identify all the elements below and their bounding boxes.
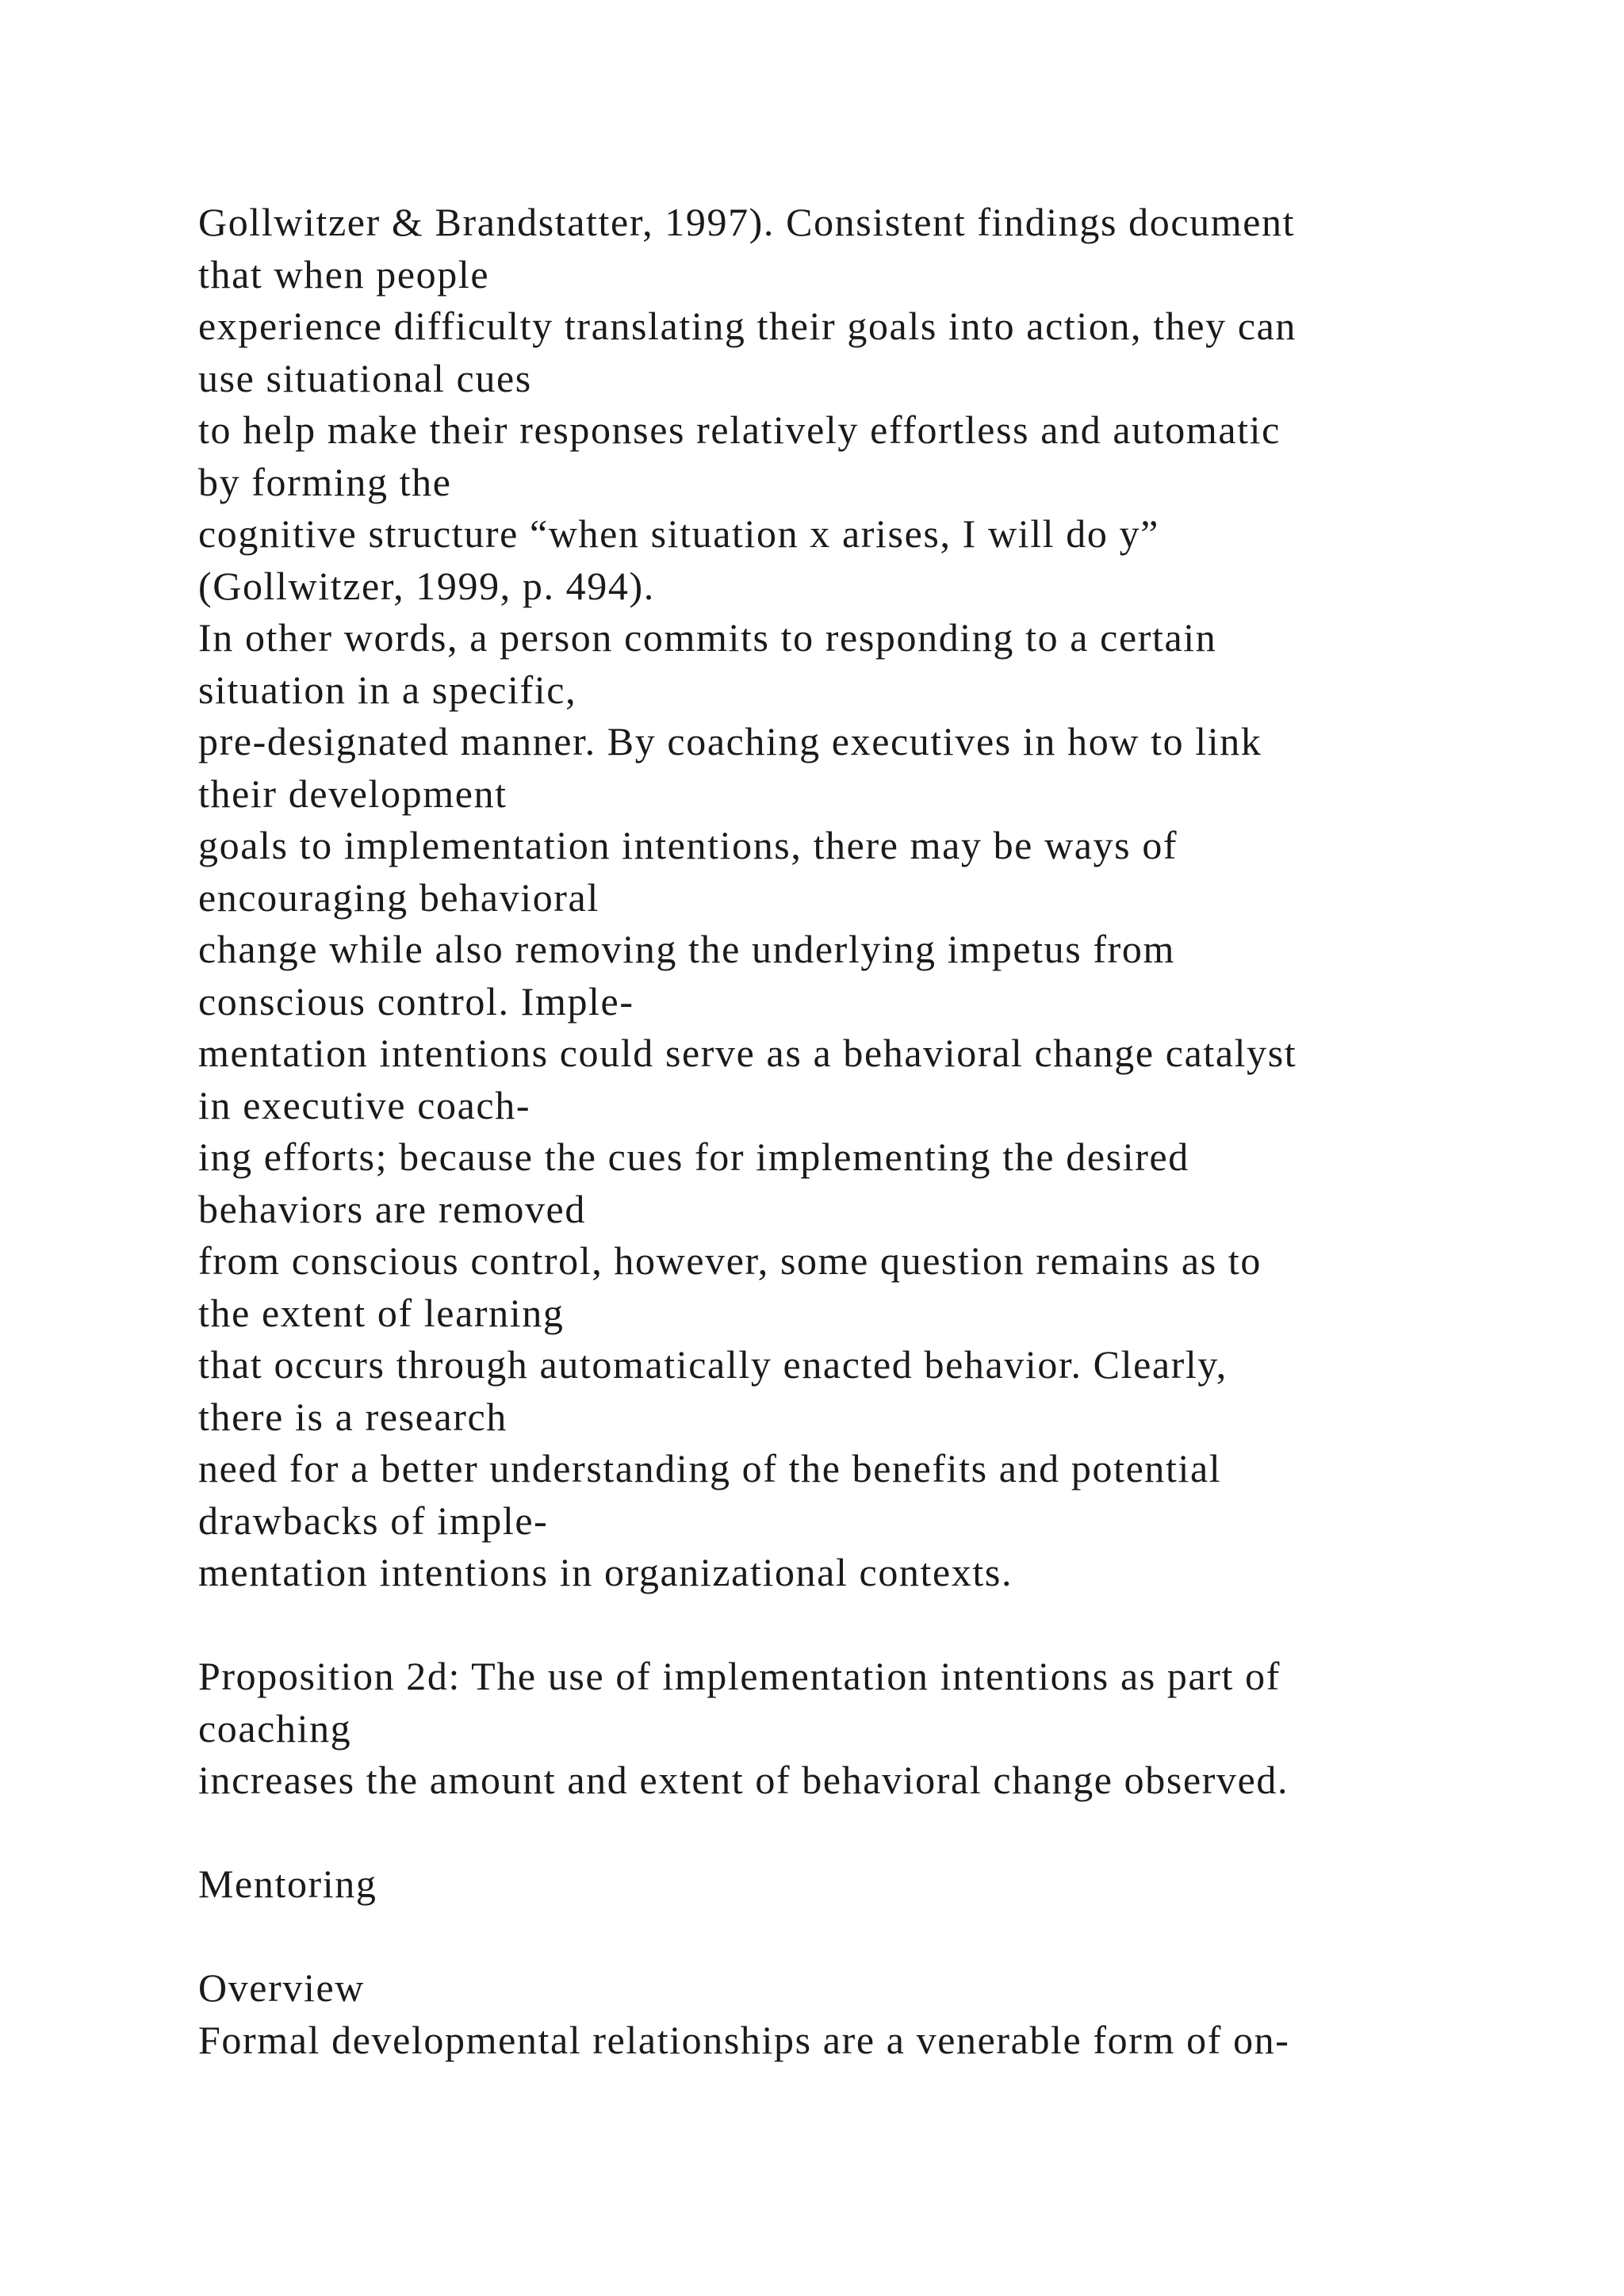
text-line: situation in a specific, xyxy=(198,667,577,712)
text-line: encouraging behavioral xyxy=(198,874,599,920)
text-line: Formal developmental relationships are a venerable form of on- xyxy=(198,2017,1290,2062)
proposition-line: Proposition 2d: The use of implementation intentions as part of xyxy=(198,1654,1281,1698)
text-line: mentation intentions in organizational contexts. xyxy=(198,1550,1013,1594)
blank-line xyxy=(198,1599,1546,1651)
text-line: from conscious control, however, some question remains as to xyxy=(198,1238,1262,1283)
text-line: goals to implementation intentions, there may be ways of xyxy=(198,823,1178,867)
text-line: there is a research xyxy=(198,1394,508,1439)
text-line: cognitive structure “when situation x arises, I will do y” xyxy=(198,511,1159,556)
proposition-line: coaching xyxy=(198,1705,352,1751)
text-line: In other words, a person commits to responding to a certain xyxy=(198,615,1217,660)
text-line: drawbacks of imple- xyxy=(198,1498,549,1543)
body-text xyxy=(198,197,1546,2066)
text-line: need for a better understanding of the benefits and potential xyxy=(198,1446,1222,1490)
blank-line xyxy=(198,1807,1546,1859)
text-line: ing efforts; because the cues for implementing the desired xyxy=(198,1135,1189,1179)
text-line: in executive coach- xyxy=(198,1082,531,1127)
text-line: their development xyxy=(198,771,508,816)
text-line: (Gollwitzer, 1999, p. 494). xyxy=(198,563,655,608)
subsection-heading-overview: Overview xyxy=(198,1965,365,2010)
proposition-line: increases the amount and extent of behavioral change observed. xyxy=(198,1758,1289,1802)
text-line: to help make their responses relatively effortless and automatic xyxy=(198,408,1281,452)
text-line: that when people xyxy=(198,251,490,297)
text-line: Gollwitzer & Brandstatter, 1997). Consistent findings document xyxy=(198,200,1296,244)
blank-line xyxy=(198,1911,1546,1963)
text-line: experience difficulty translating their goals into action, they can xyxy=(198,304,1297,348)
text-line: conscious control. Imple- xyxy=(198,978,634,1024)
text-line: the extent of learning xyxy=(198,1290,565,1335)
text-line: pre-designated manner. By coaching executives in how to link xyxy=(198,719,1262,763)
section-heading-mentoring: Mentoring xyxy=(198,1862,377,1906)
text-line: that occurs through automatically enacted behavior. Clearly, xyxy=(198,1342,1228,1387)
text-line: by forming the xyxy=(198,459,452,504)
text-line: use situational cues xyxy=(198,355,532,400)
text-line: mentation intentions could serve as a behavioral change catalyst xyxy=(198,1031,1297,1075)
text-line: behaviors are removed xyxy=(198,1186,586,1231)
text-line: change while also removing the underlying impetus from xyxy=(198,927,1175,971)
